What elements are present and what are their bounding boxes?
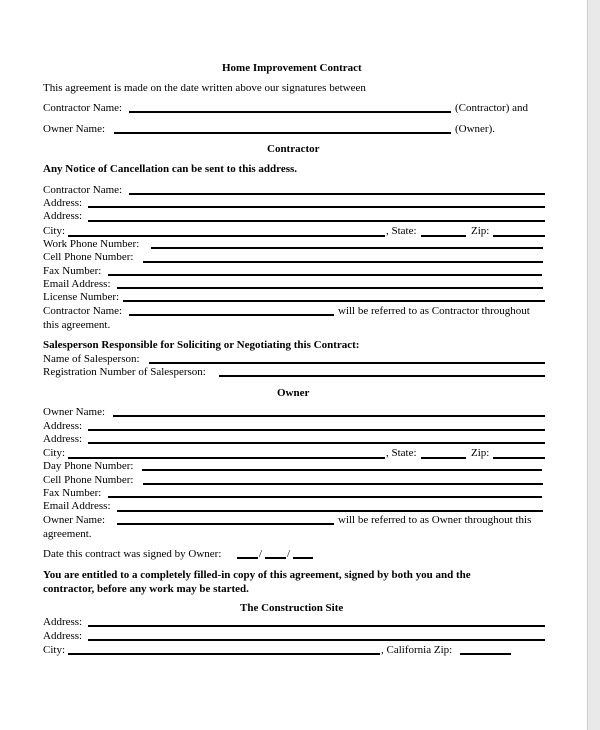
owner-cell-phone-label: Cell Phone Number: <box>43 474 134 486</box>
owner-zip-label: Zip: <box>471 447 490 459</box>
salesperson-name-line[interactable] <box>149 362 545 364</box>
contractor-fax-label: Fax Number: <box>43 265 102 277</box>
date-day-line[interactable] <box>265 557 286 559</box>
owner-address1-line[interactable] <box>88 429 545 431</box>
owner-fax-line[interactable] <box>108 496 542 498</box>
contractor-name-label: Contractor Name: <box>43 102 123 114</box>
site-address1-label: Address: <box>43 616 83 628</box>
owner-name-field-line[interactable] <box>113 415 545 417</box>
site-address2-line[interactable] <box>88 639 545 641</box>
contractor-name-field-label: Contractor Name: <box>43 184 123 196</box>
license-line[interactable] <box>123 300 545 302</box>
cancellation-notice: Any Notice of Cancellation can be sent to this address. <box>43 163 298 175</box>
document-title: Home Improvement Contract <box>222 62 362 74</box>
intro-text: This agreement is made on the date written above our signatures between <box>43 82 366 94</box>
copy-notice-line1: You are entitled to a completely filled-in copy of this agreement, signed by both you and the <box>43 569 471 581</box>
contractor-city-label: City: <box>43 225 66 237</box>
contractor-name-line[interactable] <box>129 111 451 113</box>
construction-site-heading: The Construction Site <box>240 602 344 614</box>
owner-state-line[interactable] <box>421 457 466 459</box>
date-month-line[interactable] <box>237 557 258 559</box>
contractor-email-line[interactable] <box>117 287 543 289</box>
work-phone-label: Work Phone Number: <box>43 238 140 250</box>
owner-cell-phone-line[interactable] <box>143 483 543 485</box>
day-phone-line[interactable] <box>142 469 542 471</box>
contractor-cell-phone-label: Cell Phone Number: <box>43 251 134 263</box>
date-year-line[interactable] <box>293 557 313 559</box>
owner-address1-label: Address: <box>43 420 83 432</box>
license-label: License Number: <box>43 291 120 303</box>
contractor-email-label: Email Address: <box>43 278 111 290</box>
contractor-zip-label: Zip: <box>471 225 490 237</box>
contractor-city-line[interactable] <box>68 235 385 237</box>
owner-zip-line[interactable] <box>493 457 545 459</box>
contractor-address2-label: Address: <box>43 210 83 222</box>
salesperson-name-label: Name of Salesperson: <box>43 353 140 365</box>
contractor-heading: Contractor <box>267 143 320 155</box>
contractor-name2-line[interactable] <box>129 314 334 316</box>
site-city-line[interactable] <box>68 653 380 655</box>
date-sep-1: / <box>259 548 263 560</box>
contractor-address2-line[interactable] <box>88 220 545 222</box>
owner-name2-line[interactable] <box>117 523 334 525</box>
contractor-zip-line[interactable] <box>493 235 545 237</box>
contractor-cell-phone-line[interactable] <box>143 261 543 263</box>
contractor-address1-line[interactable] <box>88 206 545 208</box>
contractor-referred-text: will be referred to as Contractor throughout <box>338 305 530 317</box>
salesperson-reg-line[interactable] <box>219 375 545 377</box>
owner-heading: Owner <box>277 387 310 399</box>
work-phone-line[interactable] <box>151 247 543 249</box>
contractor-state-line[interactable] <box>421 235 466 237</box>
owner-email-label: Email Address: <box>43 500 111 512</box>
owner-name-line[interactable] <box>114 132 451 134</box>
site-city-label: City: <box>43 644 66 656</box>
salesperson-reg-label: Registration Number of Salesperson: <box>43 366 206 378</box>
date-sep-2: / <box>287 548 291 560</box>
site-address1-line[interactable] <box>88 625 545 627</box>
day-phone-label: Day Phone Number: <box>43 460 134 472</box>
copy-notice-line2: contractor, before any work may be started. <box>43 583 249 595</box>
owner-name2-label: Owner Name: <box>43 514 106 526</box>
owner-referred-cont: agreement. <box>43 528 92 540</box>
date-signed-label: Date this contract was signed by Owner: <box>43 548 222 560</box>
site-california-zip-label: , California Zip: <box>381 644 453 656</box>
owner-suffix: (Owner). <box>455 123 496 135</box>
owner-address2-line[interactable] <box>88 442 545 444</box>
owner-city-line[interactable] <box>68 457 385 459</box>
owner-email-line[interactable] <box>117 510 543 512</box>
contractor-state-label: , State: <box>386 225 417 237</box>
contractor-suffix: (Contractor) and <box>455 102 528 114</box>
owner-address2-label: Address: <box>43 433 83 445</box>
owner-fax-label: Fax Number: <box>43 487 102 499</box>
owner-state-label: , State: <box>386 447 417 459</box>
contractor-name-field-line[interactable] <box>129 193 545 195</box>
owner-city-label: City: <box>43 447 66 459</box>
salesperson-heading: Salesperson Responsible for Soliciting or Negotiating this Contract: <box>43 339 360 351</box>
contractor-address1-label: Address: <box>43 197 83 209</box>
contractor-name2-label: Contractor Name: <box>43 305 123 317</box>
owner-name-label: Owner Name: <box>43 123 106 135</box>
owner-name-field-label: Owner Name: <box>43 406 106 418</box>
vertical-scrollbar[interactable] <box>588 0 600 730</box>
contractor-referred-cont: this agreement. <box>43 319 111 331</box>
owner-referred-text: will be referred to as Owner throughout this <box>338 514 532 526</box>
site-zip-line[interactable] <box>460 653 511 655</box>
site-address2-label: Address: <box>43 630 83 642</box>
contractor-fax-line[interactable] <box>108 274 542 276</box>
